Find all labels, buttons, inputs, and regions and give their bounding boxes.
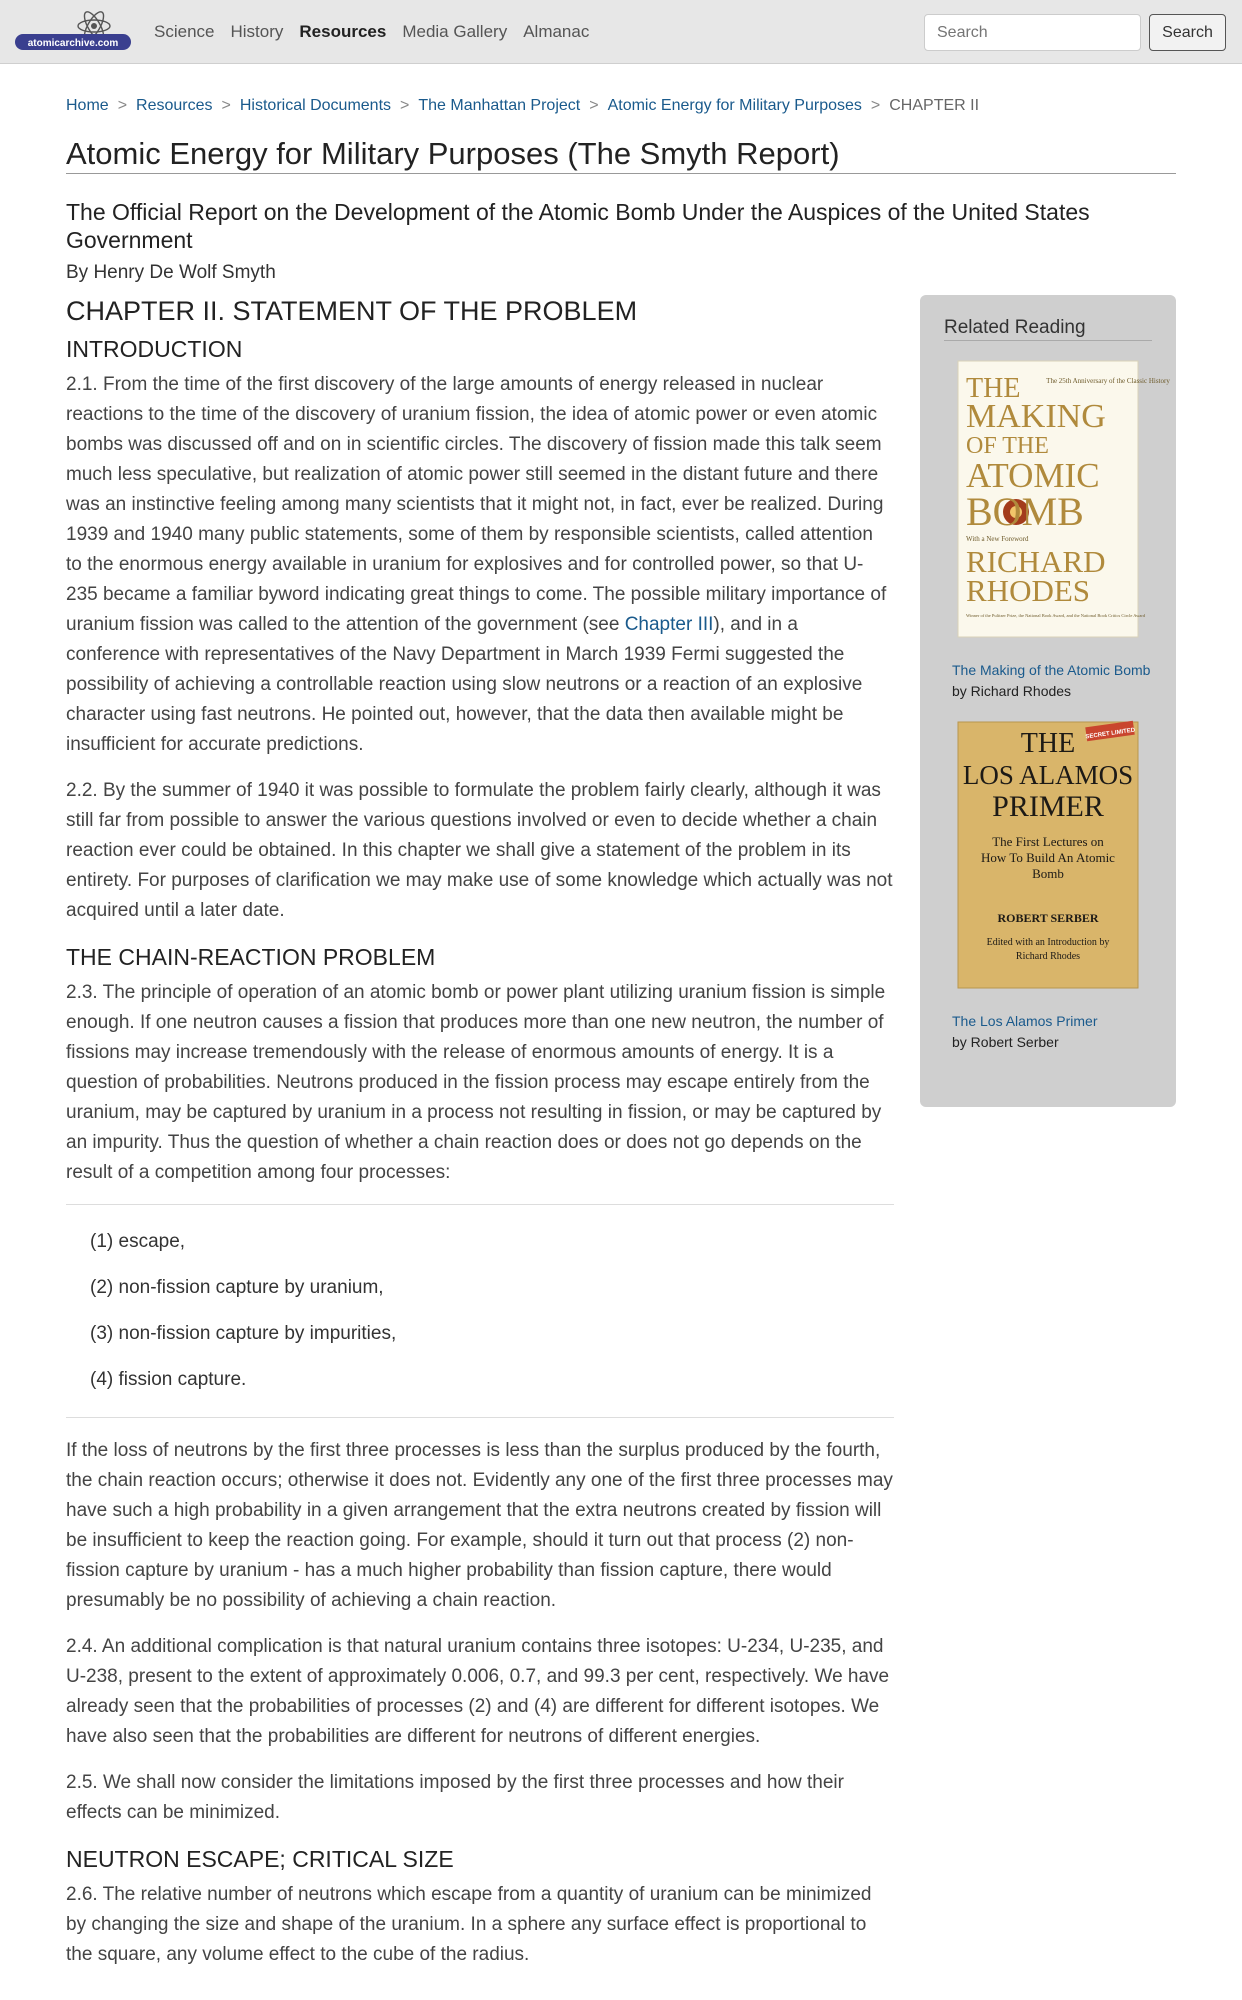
book-link-making-of-atomic-bomb[interactable]: The Making of the Atomic Bomb bbox=[952, 662, 1151, 678]
book-card bbox=[944, 722, 1152, 1053]
section-heading-neutron-escape: NEUTRON ESCAPE; CRITICAL SIZE bbox=[66, 1846, 454, 1872]
nav-science[interactable]: Science bbox=[154, 22, 215, 41]
cover-subtitle-box bbox=[978, 834, 1118, 894]
search-button[interactable]: Search bbox=[1149, 14, 1226, 51]
logo-text: atomicarchive.com bbox=[27, 38, 119, 49]
breadcrumb-atomic-energy[interactable]: Atomic Energy for Military Purposes bbox=[607, 97, 862, 114]
cover-foreword: With a New Foreword bbox=[966, 535, 1029, 543]
paragraph-2-3-continued: If the loss of neutrons by the first three processes is less than the surplus produced by the fourth, the chain reaction occurs; otherwise it does not. Evidently any one of the first three processes may have such a high probability in a given arrangement that the extra neutrons created by fission will be insufficient to keep the reaction going. For example, should it turn out that process (2) non-fission capture by uranium - has a much higher probability than fission capture, there would presumably be no possibility of achieving a chain reaction. bbox=[66, 1440, 893, 1611]
paragraph-2-4: 2.4. An additional complication is that natural uranium contains three isotopes: U-234, U-235, and U-238, present to the extent of approximately 0.006, 0.7, and 99.3 per cent, respectively. We have already seen that the probabilities of processes (2) and (4) are different for different isotopes. We have also seen that the probabilities are different for neutrons of different energies. bbox=[66, 1636, 890, 1747]
section-heading-introduction: INTRODUCTION bbox=[66, 336, 243, 362]
paragraph-2-3: 2.3. The principle of operation of an atomic bomb or power plant utilizing uranium fission is simple enough. If one neutron causes a fission that produces more than one new neutron, the number of fissions may increase tremendously with the release of enormous amounts of energy. It is a question of probabilities. Neutrons produced in the fission process may escape entirely from the uranium, may be captured by uranium in a process not resulting in fission, or may be captured by an impurity. Thus the question of whether a chain reaction does or does not go depends on the result of a competition among four processes: bbox=[66, 982, 886, 1183]
process-item: (1) escape, bbox=[90, 1231, 186, 1252]
cover-title-line: LOS ALAMOS bbox=[962, 760, 1134, 790]
breadcrumb-separator: > bbox=[589, 97, 599, 114]
top-navbar bbox=[0, 0, 1242, 64]
cover-author-line: RHODES bbox=[966, 573, 1091, 608]
cover-title-line: OF THE bbox=[966, 433, 1049, 459]
book-cover-los-alamos-primer[interactable] bbox=[958, 722, 1138, 988]
page-subtitle: The Official Report on the Development of the Atomic Bomb Under the Auspices of the United States Government bbox=[66, 199, 1090, 253]
breadcrumb bbox=[66, 97, 979, 115]
cover-title-line: PRIMER bbox=[992, 790, 1104, 823]
breadcrumb-manhattan-project[interactable]: The Manhattan Project bbox=[418, 97, 581, 114]
nav-history[interactable]: History bbox=[230, 22, 284, 41]
cover-author: ROBERT SERBER bbox=[997, 911, 1099, 925]
cover-subtitle: The First Lectures on How To Build An Atomic Bomb bbox=[981, 834, 1115, 881]
nav-almanac[interactable]: Almanac bbox=[523, 22, 590, 41]
cover-note-box bbox=[983, 936, 1113, 976]
paragraph-2-1-text: 2.1. From the time of the first discovery of the large amounts of energy released in nuclear reactions to the time of the discovery of uranium fission, the idea of atomic power or even atomic bombs was discussed off and on in scientific circles. The discovery of fission made this talk seem much less speculative, but realization of atomic power still seemed in the distant future and there was an instinctive feeling among many scientists that it might not, in fact, ever be realized. During 1939 and 1940 many public statements, some of them by responsible scientists, called attention to the enormous energy available in uranium for explosives and for controlled power, so that U-235 became a familiar byword indicating great things to come. The possible military importance of uranium fission was called to the attention of the government (see bbox=[66, 374, 887, 635]
paragraph-2-1 bbox=[66, 370, 894, 760]
breadcrumb-current: CHAPTER II bbox=[889, 97, 980, 114]
process-list bbox=[66, 1204, 894, 1418]
main-nav bbox=[154, 0, 605, 64]
article-body bbox=[66, 294, 894, 1986]
breadcrumb-separator: > bbox=[117, 97, 128, 114]
related-reading-sidebar bbox=[920, 295, 1176, 1107]
chapter-iii-link[interactable]: Chapter III bbox=[624, 614, 714, 635]
breadcrumb-resources[interactable]: Resources bbox=[136, 97, 213, 114]
breadcrumb-historical-documents[interactable]: Historical Documents bbox=[239, 97, 392, 114]
breadcrumb-separator: > bbox=[870, 97, 881, 114]
paragraph-2-5: 2.5. We shall now consider the limitations imposed by the first three processes and how their effects can be minimized. bbox=[66, 1772, 844, 1823]
cover-title-line: ATOMIC bbox=[966, 456, 1100, 495]
process-item: (3) non-fission capture by impurities, bbox=[90, 1323, 397, 1344]
cover-stamp: SECRET LIMITED bbox=[1085, 727, 1136, 741]
cover-awards: Winner of the Pulitzer Prize, the National Book Award, and the National Book Critics Circle Award bbox=[966, 613, 1146, 618]
cover-author-line: RICHARD bbox=[966, 544, 1106, 579]
cover-title-line: BOMB bbox=[966, 489, 1084, 534]
cover-title-line: MAKING bbox=[966, 398, 1106, 435]
cover-title-line: THE bbox=[966, 373, 1021, 404]
paragraph-2-6: 2.6. The relative number of neutrons which escape from a quantity of uranium can be minimized by changing the size and shape of the uranium. In a sphere any surface effect is proportional to the square, any volume effect to the cube of the radius. bbox=[66, 1884, 872, 1965]
breadcrumb-home[interactable]: Home bbox=[66, 97, 109, 114]
book-cover-making-of-atomic-bomb[interactable] bbox=[958, 361, 1170, 637]
cover-title-line: THE bbox=[1020, 728, 1076, 759]
nav-media-gallery[interactable]: Media Gallery bbox=[402, 22, 508, 41]
site-logo[interactable] bbox=[14, 12, 132, 52]
cover-note: Edited with an Introduction by Richard Rhodes bbox=[986, 937, 1110, 962]
book-card bbox=[944, 361, 1170, 702]
book-author: by Richard Rhodes bbox=[952, 683, 1072, 699]
process-item: (4) fission capture. bbox=[90, 1369, 247, 1390]
nav-resources[interactable]: Resources bbox=[299, 22, 387, 41]
cover-tagline: The 25th Anniversary of the Classic History bbox=[1046, 377, 1170, 385]
paragraph-2-1-text-cont: ), and in a conference with representatives of the Navy Department in March 1939 Fermi suggested the possibility of achieving a controllable reaction using slow neutrons or a reaction of an explosive character using fast neutrons. He pointed out, however, that the data then available might be insufficient for accurate predictions. bbox=[66, 614, 863, 755]
atom-logo-icon bbox=[14, 12, 132, 52]
chapter-title: CHAPTER II. STATEMENT OF THE PROBLEM bbox=[66, 296, 638, 326]
process-item: (2) non-fission capture by uranium, bbox=[90, 1277, 384, 1298]
page-title: Atomic Energy for Military Purposes (The Smyth Report) bbox=[66, 136, 1176, 174]
document-author: By Henry De Wolf Smyth bbox=[66, 262, 276, 283]
breadcrumb-separator: > bbox=[400, 97, 410, 114]
section-heading-chain-reaction: THE CHAIN-REACTION PROBLEM bbox=[66, 944, 436, 970]
paragraph-2-2: 2.2. By the summer of 1940 it was possible to formulate the problem fairly clearly, although it was still far from possible to answer the various questions involved or even to decide whether a chain reaction ever could be obtained. In this chapter we shall give a statement of the problem in its entirety. For purposes of clarification we may make use of some knowledge which actually was not acquired until a later date. bbox=[66, 780, 893, 921]
book-link-los-alamos-primer[interactable]: The Los Alamos Primer bbox=[952, 1013, 1098, 1029]
search-input[interactable] bbox=[924, 14, 1141, 51]
breadcrumb-separator: > bbox=[221, 97, 231, 114]
sidebar-title: Related Reading bbox=[944, 317, 1152, 341]
book-author: by Robert Serber bbox=[952, 1034, 1059, 1050]
